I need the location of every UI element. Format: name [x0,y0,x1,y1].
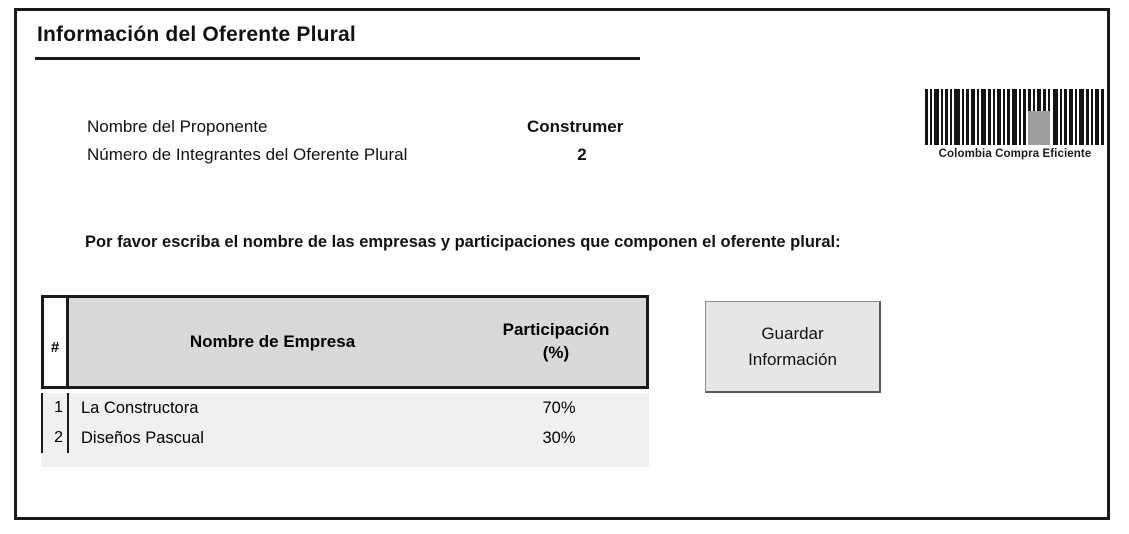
column-header-participation-line1: Participación [502,320,610,340]
row-number: 2 [41,423,69,453]
column-header-number: # [41,295,69,389]
logo-caption: Colombia Compra Eficiente [938,148,1092,160]
instruction-text: Por favor escriba el nombre de las empresas y participaciones que componen el oferente plural: [85,233,841,251]
info-label-proponent: Nombre del Proponente [87,117,268,136]
info-value-proponent: Construmer [527,117,624,136]
table-body-padding [41,453,649,467]
proponent-info [87,117,787,173]
column-header-participation-line2: (%) [542,343,570,362]
page-title: Información del Oferente Plural [37,23,356,46]
info-row [87,145,787,173]
column-header-company: Nombre de Empresa [189,332,356,351]
save-information-button[interactable] [705,301,881,393]
barcode-icon [925,89,1105,145]
row-participation[interactable]: 70% [542,398,576,417]
row-participation[interactable]: 30% [542,428,576,447]
info-value-members: 2 [577,145,587,164]
table-row[interactable] [41,423,649,453]
table-body [41,393,649,467]
organization-logo [925,89,1105,160]
title-divider [35,57,640,60]
table-row[interactable] [41,393,649,423]
row-company-name[interactable]: Diseños Pascual [81,428,204,447]
column-header-participation [466,319,646,365]
info-row [87,117,787,145]
form-frame [14,8,1110,520]
info-label-members: Número de Integrantes del Oferente Plural [87,145,408,164]
row-company-name[interactable]: La Constructora [81,398,199,417]
row-number: 1 [41,393,69,423]
save-button-label-line2: Información [748,349,837,369]
table-header-row [41,295,649,389]
companies-table [41,295,649,467]
save-button-label-line1: Guardar [761,324,824,343]
column-header-group [69,295,649,389]
form-frame-inner [17,11,1107,517]
